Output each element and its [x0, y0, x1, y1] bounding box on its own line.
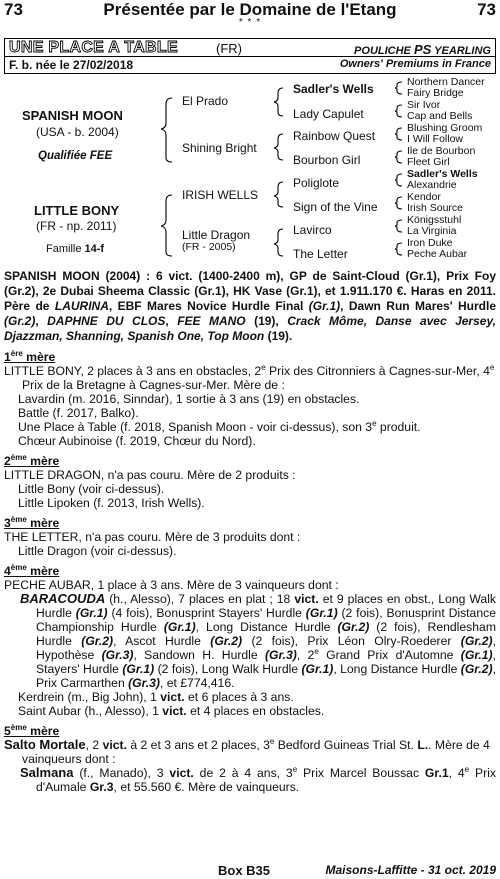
horse-name: UNE PLACE A TABLE [9, 39, 178, 56]
dam-name: LITTLE BONY [34, 203, 120, 218]
consignor-title: Présentée par le Domaine de l'Etang [103, 0, 397, 19]
first-dam-produce-4: Chœur Aubinoise (f. 2019, Chœur du Nord). [18, 434, 256, 448]
fifth-dam-heading: 5ème mère [4, 722, 60, 738]
gen4-15: Iron Duke [407, 237, 453, 249]
sale-place-date: Maisons-Laffitte - 31 oct. 2019 [325, 863, 496, 877]
dam-family [46, 243, 104, 255]
first-dam-heading: 1ère mère [4, 348, 56, 364]
family-label: Famille [46, 243, 85, 255]
sire-name: SPANISH MOON [22, 108, 123, 123]
first-dam-line: LITTLE BONY, 2 places à 3 ans en obstacles, 2e Prix des Citronniers à Cagnes-sur-Mer, 4e Prix de la Bretagne à Cagnes-sur-Mer. Mère de : [4, 362, 495, 392]
gen3-8: The Letter [293, 247, 348, 261]
owners-premium: Owners' Premiums in France [339, 58, 491, 70]
gen2-sire-dam: Shining Bright [182, 141, 257, 155]
fourth-dam-line: PECHE AUBAR, 1 place à 3 ans. Mère de 3 vainqueurs dont : [4, 578, 339, 592]
third-dam-heading: 3ème mère [4, 514, 60, 530]
header-stars: * * * [238, 17, 262, 28]
gen4-10: Alexandrie [407, 179, 457, 191]
gen4-2: Fairy Bridge [407, 87, 464, 99]
gen2-sire-sire: El Prado [182, 94, 229, 108]
gen4-11: Kendor [407, 191, 441, 203]
gen4-16: Peche Aubar [407, 248, 468, 260]
gen3-4: Bourbon Girl [293, 153, 361, 167]
gen2-dam-dam-info: (FR - 2005) [182, 241, 236, 253]
second-dam-heading: 2ème mère [4, 452, 60, 468]
gen4-8: Fleet Girl [407, 156, 450, 168]
family-value: 14-f [84, 243, 105, 255]
horse-age: YEARLING [434, 45, 491, 57]
sire-summary: SPANISH MOON (2004) : 6 vict. (1400-2400 m), GP de Saint-Cloud (Gr.1), Prix Foy (Gr.2), 2e Dubai Sheema Classic (Gr.1), HK Vase (Gr.1), et 1.911.170 €. Haras en 2011. Père de LAURINA, EBF Mares Novice Hurdle Final (Gr.1), Dawn Run Mares' Hurdle (Gr.2), DAPHNE DU CLOS, FEE MANO (19), Crack Môme, Danse avec Jersey, Djazzman, Shanning, Spanish One, Top Moon (19). [4, 269, 497, 343]
gen4-1: Northern Dancer [407, 76, 485, 88]
second-dam-produce-1: Little Bony (voir ci-dessus). [18, 482, 165, 496]
gen3-1: Sadler's Wells [293, 82, 374, 96]
gen4-14: La Virginia [407, 225, 457, 237]
gen4-3: Sir Ivor [407, 99, 441, 111]
first-dam-produce-1: Lavardin (m. 2016, Sinndar), 1 sortie à 3 ans (19) en obstacles. [18, 392, 360, 406]
third-dam-line: THE LETTER, n'a pas couru. Mère de 3 produits dont : [4, 530, 301, 544]
baracouda-record: BARACOUDA (h., Alesso), 7 places en plat ; 18 vict. et 9 places en obst., Long Walk Hurdle (Gr.1) (4 fois), Bonusprint Stayers' Hurdle (Gr.1) (2 fois), Bonusprint Distance Championship Hurdle (Gr.1), Long Distance Hurdle (Gr.2) (2 fois), Rendlesham Hurdle (Gr.2), Ascot Hurdle (Gr.2) (2 fois), Prix Léon Olry-Roederer (Gr.2), Hypothèse (Gr.3), Sandown H. Hurdle (Gr.3), 2e Grand Prix d'Automne (Gr.1), Stayers' Hurdle (Gr.1) (2 fois), Long Walk Hurdle (Gr.1), Long Distance Hurdle (Gr.2), Prix Carmarthen (Gr.3), et £774,416. [20, 591, 497, 690]
gen4-6: I Will Follow [407, 133, 464, 145]
sire-info: (USA - b. 2004) [36, 125, 119, 139]
title-divider [5, 56, 495, 57]
horse-title-box [4, 38, 496, 74]
horse-sex: POULICHE [354, 45, 411, 57]
first-dam-produce-2: Battle (f. 2017, Balko). [18, 406, 139, 420]
lot-number-left: 73 [4, 0, 23, 19]
page-footer [0, 863, 500, 879]
gen4-12: Irish Source [407, 202, 464, 214]
gen4-13: Königsstuhl [407, 214, 462, 226]
lot-number-right: 73 [477, 0, 496, 19]
horse-sex-age [354, 42, 491, 57]
gen4-4: Cap and Bells [407, 110, 473, 122]
sire-note: Qualifiée FEE [38, 150, 113, 162]
gen4-7: Ile de Bourbon [407, 145, 476, 157]
kerdrein-record: Kerdrein (m., Big John), 1 vict. et 6 places à 3 ans. [18, 690, 294, 704]
gen3-2: Lady Capulet [293, 107, 364, 121]
saint-aubar-record: Saint Aubar (h., Alesso), 1 vict. et 4 places en obstacles. [18, 704, 325, 718]
gen3-7: Lavirco [293, 223, 332, 237]
gen3-3: Rainbow Quest [293, 129, 376, 143]
second-dam-line: LITTLE DRAGON, n'a pas couru. Mère de 2 produits : [4, 468, 296, 482]
birth-info: F. b. née le 27/02/2018 [9, 58, 134, 72]
gen3-6: Sign of the Vine [293, 200, 378, 214]
box-number: Box B35 [218, 863, 271, 878]
pedigree-table [0, 76, 500, 268]
second-dam-produce-2: Little Lipoken (f. 2013, Irish Wells). [18, 496, 205, 510]
first-dam-produce-3: Une Place à Table (f. 2018, Spanish Moon - voir ci-dessus), son 3e produit. [18, 418, 421, 434]
gen4-5: Blushing Groom [407, 122, 483, 134]
gen2-dam-dam: Little Dragon [182, 228, 251, 242]
gen4-9: Sadler's Wells [407, 168, 478, 180]
gen3-5: Poliglote [293, 176, 340, 190]
horse-country: (FR) [216, 41, 242, 56]
third-dam-produce-1: Little Dragon (voir ci-dessus). [18, 544, 177, 558]
salmana-record: Salmana (f., Manado), 3 vict. de 2 à 4 ans, 3e Prix Marcel Boussac Gr.1, 4e Prix d'Aumale Gr.3, et 55.560 €. Mère de vainqueurs. [20, 764, 496, 794]
gen2-dam-sire: IRISH WELLS [182, 188, 259, 202]
salto-mortale-record: Salto Mortale, 2 vict. à 2 et 3 ans et 2 places, 3e Bedford Guineas Trial St. L.. Mère de 4 vainqueurs dont : [4, 736, 490, 766]
ps-mark: PS [413, 42, 432, 57]
catalogue-text [4, 269, 496, 794]
fourth-dam-heading: 4ème mère [4, 562, 60, 578]
dam-info: (FR - np. 2011) [36, 219, 117, 233]
